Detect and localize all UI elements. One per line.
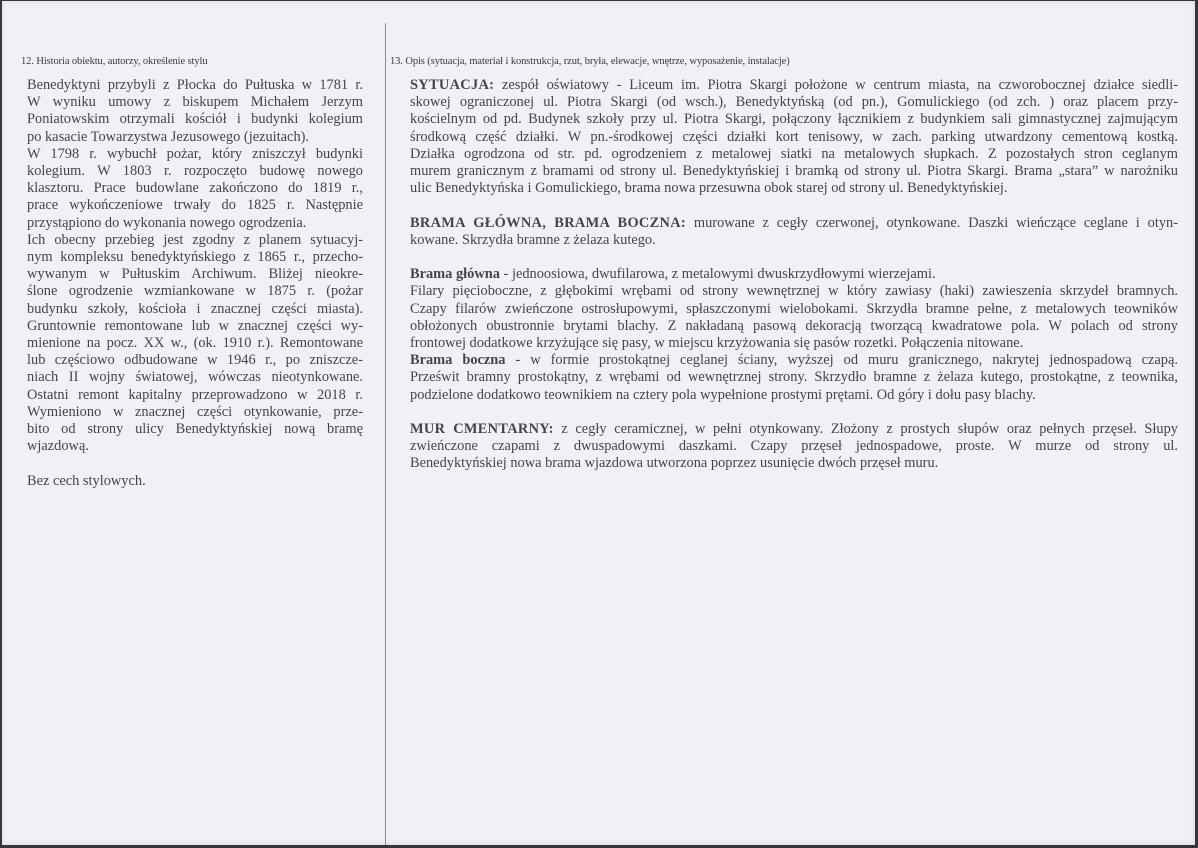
text-line: bito od strony ulicy Benedyktyńskiej nową bramę: [27, 421, 363, 438]
text-line: środkową część działki. W pn.-środkowej części działki kort tenisowy, w zach. parking utwardzony cementową kostką.: [410, 128, 1178, 145]
gates-paragraph: BRAMA GŁÓWNA, BRAMA BOCZNA: murowane z cegły czerwonej, otynkowane. Daszki wieńczące ceglane i otyn-: [410, 214, 1179, 231]
text-line: Prześwit bramny prostokątny, z wrębami od wewnętrznej strony. Skrzydło bramne z żelaza kutego, prostokątne, z teownika,: [410, 369, 1178, 386]
text-line: wjazdową.: [27, 438, 89, 455]
column-divider: [385, 23, 386, 845]
text-line: nym kompleksu benedyktyńskiego z 1865 r., przecho-: [27, 249, 363, 266]
text-line: Gruntownie remontowane lub w znacznej części wy-: [27, 317, 363, 334]
text-line: budynku szkoły, kościoła i znacznej części miasta).: [27, 300, 363, 317]
text-line: Benedyktyńskiej nowa brama wjazdowa utworzona poprzez usunięcie dwóch przęseł muru.: [410, 455, 939, 472]
text-line: po kasacie Towarzystwa Jezusowego (jezuitach).: [27, 128, 310, 145]
text-line: ślone ogrodzenie wzmiankowane w 1875 r. (pożar: [27, 283, 363, 300]
text-line: przystąpiono do wykonania nowego ogrodzenia.: [27, 214, 307, 231]
text-line: ulic Benedyktyńska i Gomulickiego, brama nowa przesuwna obok starej od strony ul. Benedyktyńskiej.: [410, 180, 1008, 197]
side-gate-paragraph: Brama boczna - w formie prostokątnej ceglanej ściany, wyższej od muru granicznego, nakrytej jednospadową czapą.: [410, 352, 1178, 369]
document-page: [2, 1, 1195, 845]
text-line: mienione na pocz. XX w., (ok. 1910 r.). Remontowane: [27, 335, 363, 352]
text-line: kościelnym od pd. Budynek szkoły przy ul. Piotra Skargi, połączony łącznikiem z budynkiem sali gimnastycznej zajmującym: [410, 111, 1178, 128]
text-line: Benedyktyni przybyli z Płocka do Pułtuska w 1781 r.: [27, 77, 363, 93]
side-gate-label: Brama boczna: [410, 352, 506, 369]
text-line: Filary pięcioboczne, z głębokimi wrębami od strony wewnętrznej w który zawiasy (haki) zawieszenia skrzydeł bramnych.: [410, 283, 1178, 300]
text-line: murem granicznym z bramami od strony ul. Benedyktyńskiej i bramką od strony ul. Piotra Skargi. Brama „stara” w narożniku: [410, 163, 1178, 180]
style-note: Bez cech stylowych.: [27, 472, 146, 489]
description-heading: 13. Opis (sytuacja, materiał i konstrukcja, rzut, bryła, elewacje, wnętrze, wyposażenie, instalacje): [390, 56, 790, 67]
text-line: kowane. Skrzydła bramne z żelaza kutego.: [410, 231, 656, 248]
history-text: [27, 77, 363, 490]
text-line: Ich obecny przebieg jest zgodny z planem sytuacyj-: [27, 231, 363, 248]
text-line: Ostatni remont kapitalny przeprowadzono w 2018 r.: [27, 386, 363, 403]
description-text: [410, 77, 1178, 473]
text-line: wywanym w Pułtuskim Archiwum. Bliżej nieokre-: [27, 266, 363, 283]
wall-paragraph: MUR CMENTARNY: z cegły ceramicznej, w pełni otynkowany. Złożony z prostych słupów oraz pełnych przęseł. Słupy: [410, 421, 1178, 438]
history-heading: 12. Historia obiektu, autorzy, określenie stylu: [21, 56, 208, 67]
gates-label: BRAMA GŁÓWNA, BRAMA BOCZNA:: [410, 214, 687, 231]
situation-paragraph: SYTUACJA: zespół oświatowy - Liceum im. Piotra Skargi położone w centrum miasta, na czworobocznej działce siedli-: [410, 77, 1178, 93]
text-line: obłożonych obustronnie brytami blachy. Z nakładaną pasową dekoracją tworzącą kwadratowe pola. W polach od strony: [410, 317, 1178, 334]
text-line: frontowej dodatkowe krzyżujące się pasy, w miejscu krzyżowania się pasów rozetki. Połączenia nitowane.: [410, 335, 1024, 352]
text-line: kolegium. W 1803 r. rozpoczęto budowę nowego: [27, 163, 363, 180]
text-line: lub częściowo odbudowane w 1946 r., po zniszcze-: [27, 352, 363, 369]
text-line: Czapy filarów zwieńczone ostrosłupowymi, spłaszczonymi wielobokami. Skrzydła bramne pełne, z metalowych teowników: [410, 300, 1178, 317]
main-gate-label: Brama główna: [410, 266, 500, 283]
text-line: W 1798 r. wybuchł pożar, który zniszczył budynki: [27, 145, 363, 162]
text-line: Poniatowskim otrzymali kościół i budynki kolegium: [27, 111, 363, 128]
wall-label: MUR CMENTARNY:: [410, 421, 554, 438]
text-line: W wyniku umowy z biskupem Michałem Jerzym: [27, 94, 363, 111]
situation-label: SYTUACJA:: [410, 77, 495, 93]
text-line: Wymieniono w znacznej części otynkowanie, prze-: [27, 403, 363, 420]
main-gate-paragraph: Brama główna - jednoosiowa, dwufilarowa, z metalowymi dwuskrzydłowymi wierzejami.: [410, 266, 936, 283]
text-line: niach II wojny światowej, wówczas nieotynkowane.: [27, 369, 363, 386]
text-line: zwieńczone czapami z dwuspadowymi daszkami. Czapy przęseł jednospadowe, proste. W murze od strony ul.: [410, 438, 1178, 455]
text-line: Działka ogrodzona od str. pd. ogrodzeniem z metalowej siatki na metalowych słupkach. Z pozostałych stron ceglanym: [410, 145, 1178, 162]
text-line: podzielone dodatkowo teownikiem na cztery pola wypełnione prostymi prętami. Od góry i dołu pasy blachy.: [410, 386, 1036, 403]
text-line: prace wykończeniowe trwały do 1825 r. Następnie: [27, 197, 363, 214]
text-line: klasztoru. Prace budowlane zakończono do 1819 r.,: [27, 180, 363, 197]
text-line: skowej ograniczonej ul. Piotra Skargi (od wsch.), Benedyktyńską (od pn.), Gomulickiego (od zch. ) oraz placem przy-: [410, 94, 1178, 111]
